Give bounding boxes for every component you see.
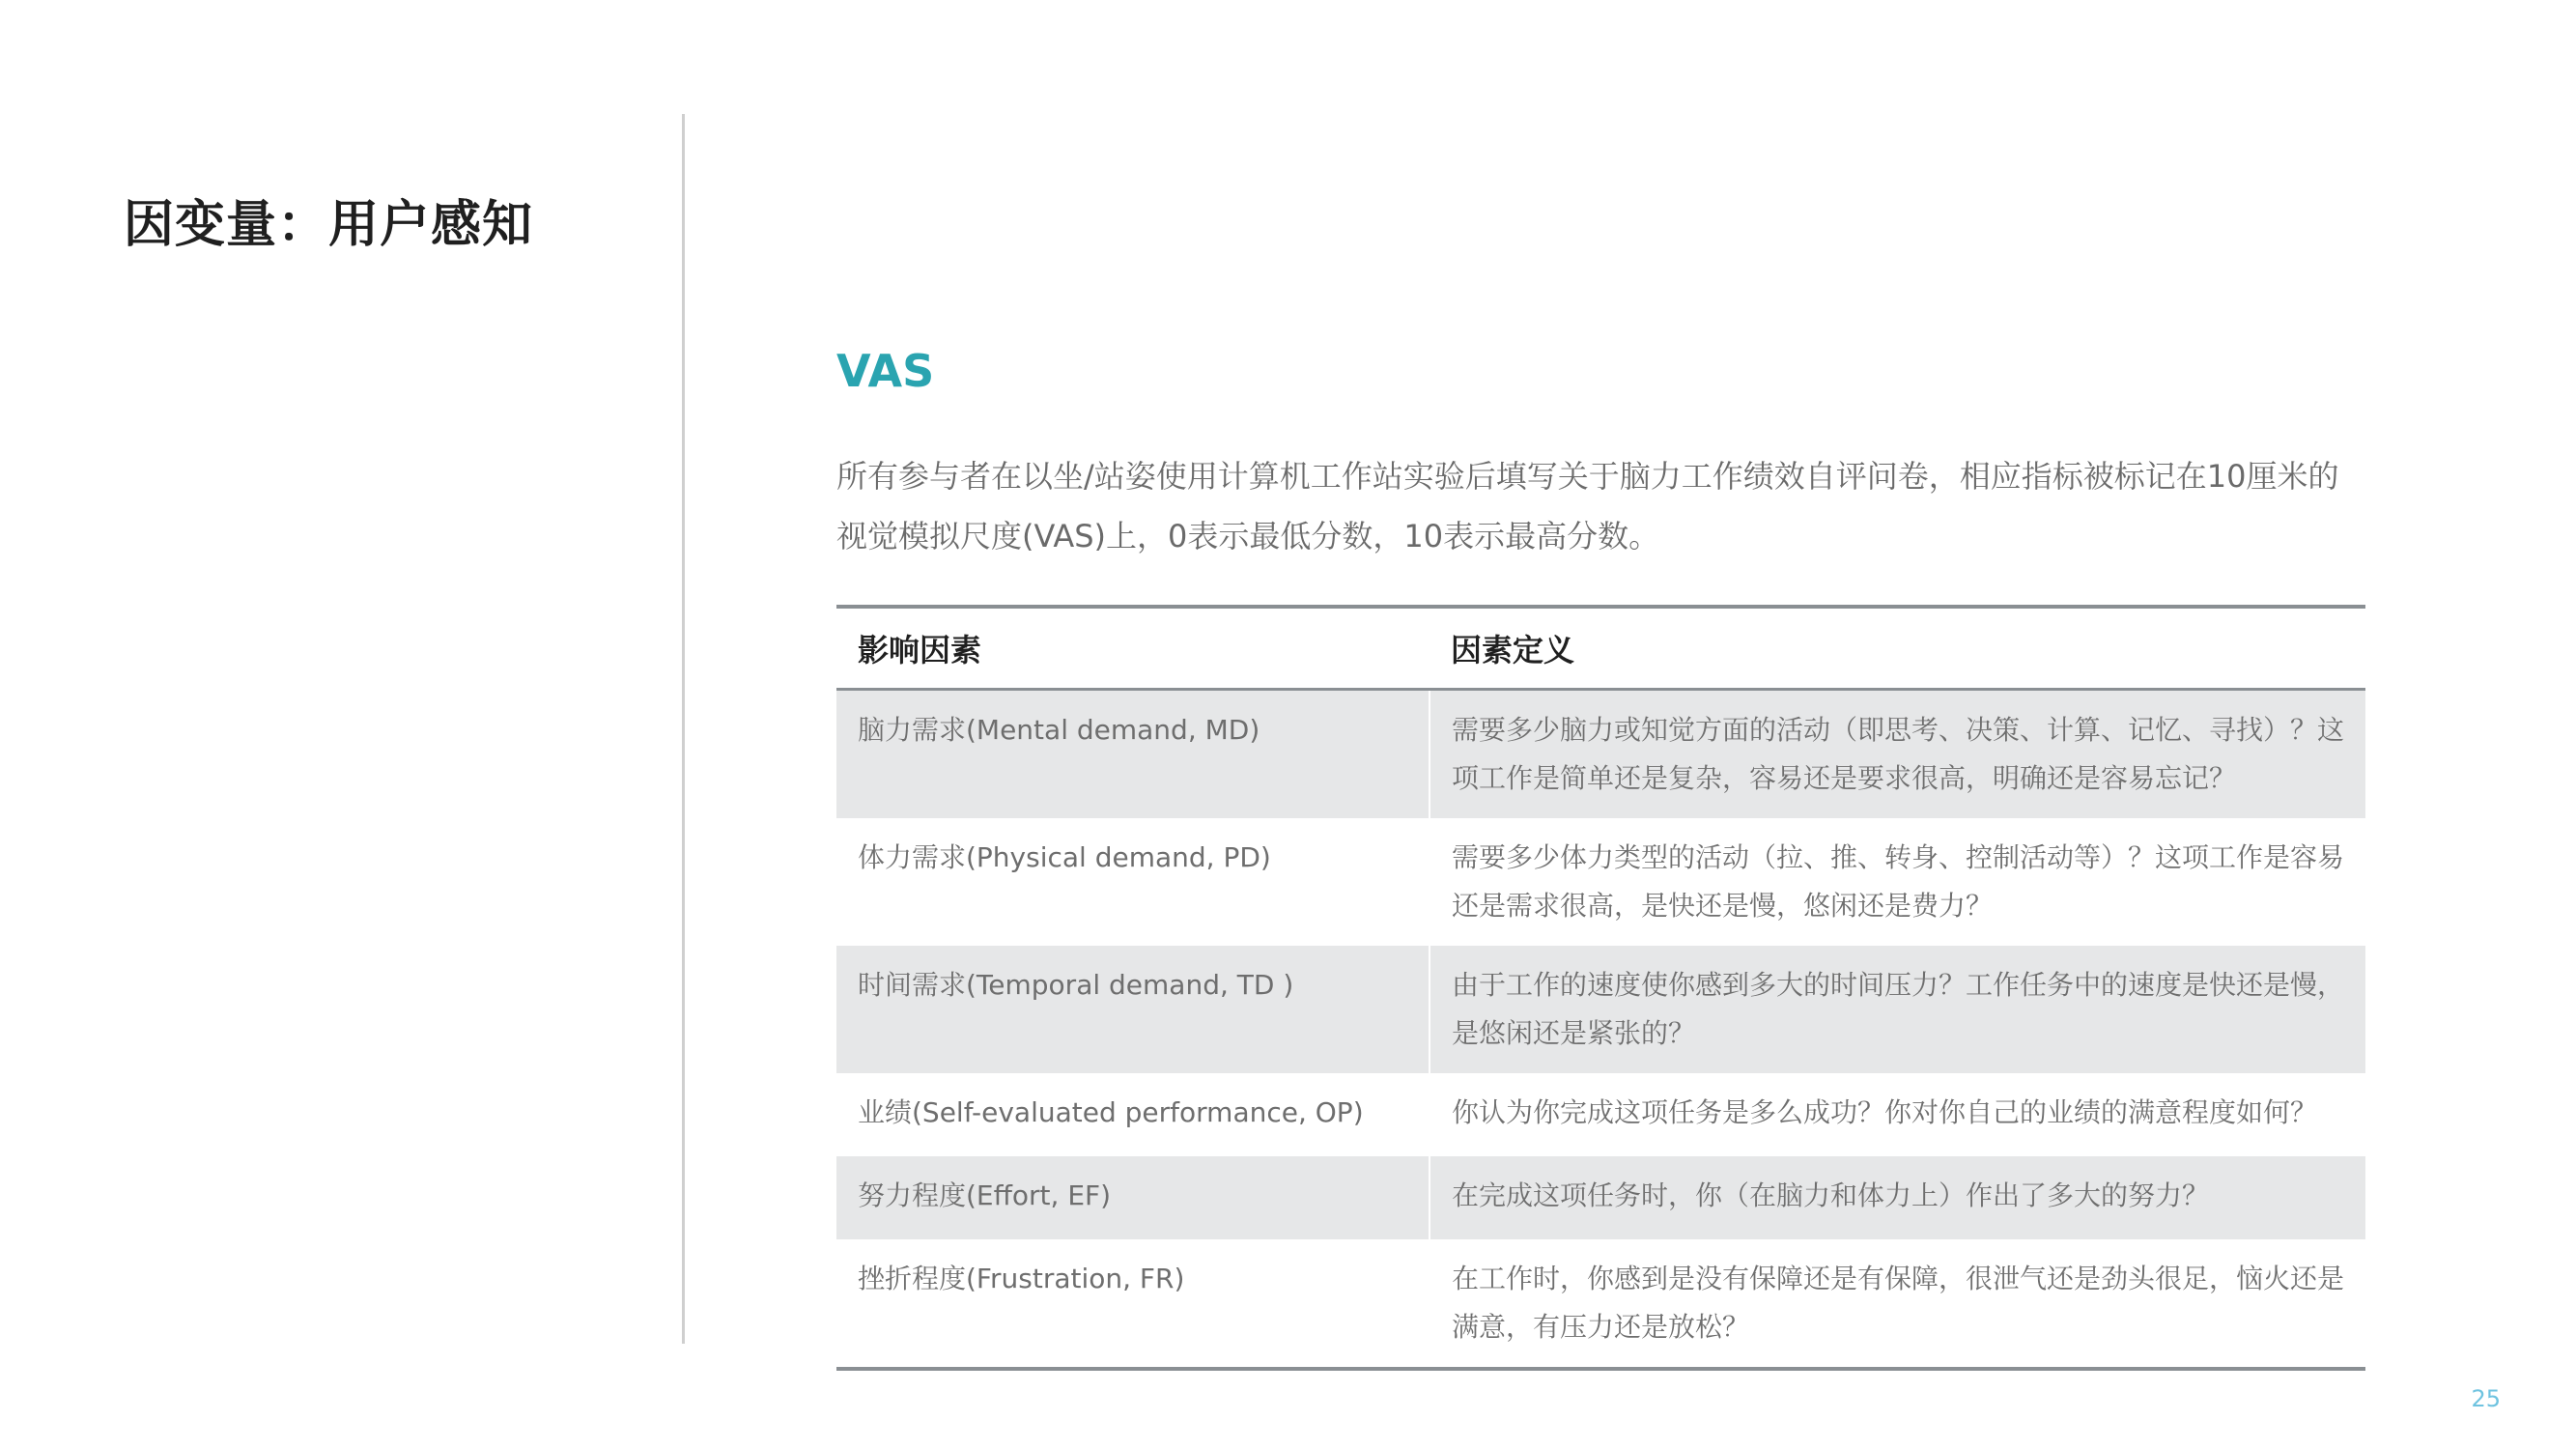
intro-paragraph: 所有参与者在以坐/站姿使用计算机工作站实验后填写关于脑力工作绩效自评问卷，相应指标被标记在10厘米的视觉模拟尺度(VAS)上，0表示最低分数，10表示最高分数。 [836,458,2339,554]
section-heading: VAS [836,345,935,397]
page-number: 25 [2471,1385,2501,1412]
header-definition: 因素定义 [1451,632,1575,668]
definition-cell: 你认为你完成这项任务是多么成功？你对你自己的业绩的满意程度如何？ [1430,1073,2365,1156]
table-row [836,818,2365,946]
table-header-row [836,607,2365,690]
vertical-divider [682,114,685,1344]
table-row [836,946,2365,1073]
table-row [836,1073,2365,1156]
factor-cell: 挫折程度(Frustration, FR) [858,1263,1185,1294]
definition-cell: 需要多少体力类型的活动（拉、推、转身、控制活动等）？这项工作是容易还是需求很高，是快还是慢，悠闲还是费力？ [1430,818,2365,946]
definition-cell: 在工作时，你感到是没有保障还是有保障，很泄气还是劲头很足，恼火还是满意，有压力还是放松？ [1430,1239,2365,1369]
header-factor: 影响因素 [858,632,982,668]
factor-cell: 体力需求(Physical demand, PD) [858,841,1271,873]
factor-cell: 时间需求(Temporal demand, TD ) [836,946,1430,1073]
factor-cell: 努力程度(Effort, EF) [836,1156,1430,1239]
factor-cell: 业绩(Self-evaluated performance, OP) [858,1096,1364,1128]
definition-cell: 需要多少脑力或知觉方面的活动（即思考、决策、计算、记忆、寻找）？这项工作是简单还是复杂，容易还是要求很高，明确还是容易忘记？ [1430,690,2365,819]
table-row [836,690,2365,819]
definition-cell: 在完成这项任务时，你（在脑力和体力上）作出了多大的努力？ [1430,1156,2365,1239]
factor-table [836,605,2365,1371]
slide-title: 因变量：用户感知 [124,196,534,254]
table-row [836,1239,2365,1369]
table-row [836,1156,2365,1239]
factor-cell: 脑力需求(Mental demand, MD) [836,690,1430,819]
definition-cell: 由于工作的速度使你感到多大的时间压力？工作任务中的速度是快还是慢，是悠闲还是紧张的？ [1430,946,2365,1073]
